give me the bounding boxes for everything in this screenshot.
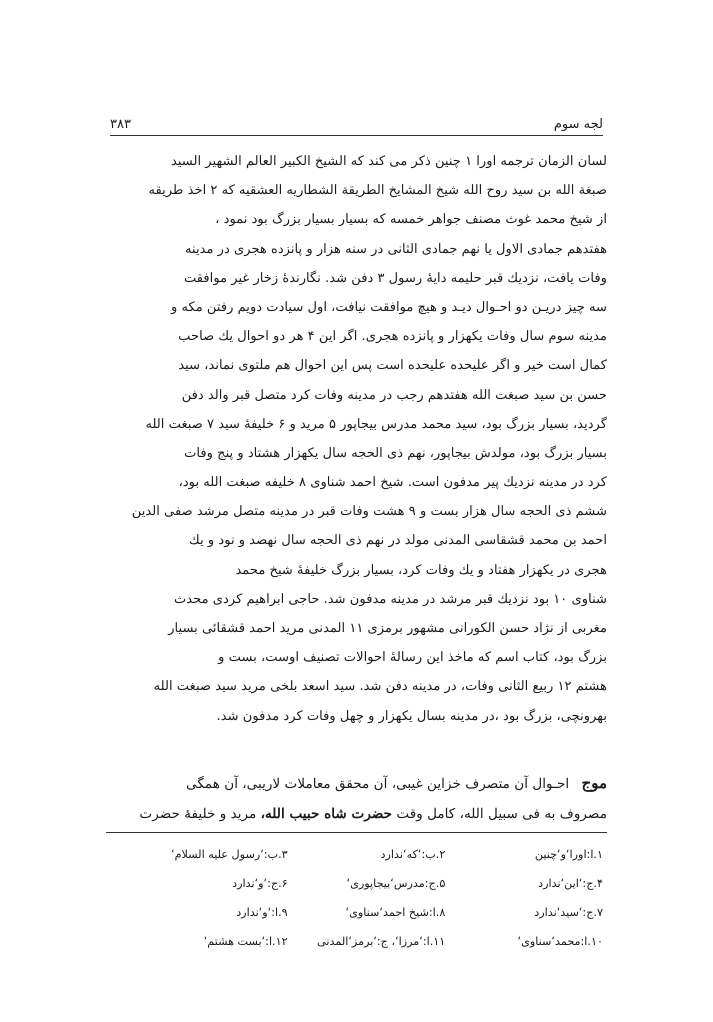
body-line: گردید، بسیار بزرگ بود، سید محمد مدرس بیجاپور ۵ مرید و ۶ خلیفهٔ سید ۷ صبغت الله: [145, 416, 607, 432]
footnotes: [130, 840, 603, 956]
section-line: [106, 799, 607, 830]
section-title: موج: [581, 774, 607, 792]
body-line: هشتم ۱۲ ربیع الثانی وفات، در مدینه دفن شد. سید اسعد بلخی مرید سید صبغت الله: [153, 679, 607, 695]
footnote: ۵.ج:مدرس‘بیجاپوری‘: [346, 877, 446, 890]
footnote: ۱۲.ا:‘بست هشتم‘: [203, 935, 288, 948]
section-line: [106, 768, 607, 799]
body-line: بسیار بزرگ بود، مولدش بیجاپور، نهم ذی الحجه سال یکهزار هشتاد و پنج وفات: [184, 445, 607, 461]
footnote-rule: [106, 832, 607, 833]
footnote: ۴.ج:‘این‘ندارد: [538, 877, 603, 890]
body-line: مغربی از نژاد حسن الکورانی مشهور برمزی ۱۱ المدنی مرید احمد قشقائی بسیار: [168, 621, 607, 636]
footnote: ۸.ا:شیخ احمد‘سناوی‘: [345, 906, 446, 919]
footnote: ۹.ا:‘و‘ندارد: [236, 906, 288, 919]
body-line: لسان الزمان ترجمه اورا ۱ چنین ذکر می کند که الشیخ الکبیر العالم الشهیر السید: [170, 154, 607, 169]
footnote: ۷.ج:‘سید‘ندارد: [534, 906, 603, 919]
section-line-text: مصروف به فی سبیل الله، کامل وقت: [396, 806, 607, 822]
section-line-text: مرید و خلیفهٔ حضرت: [139, 806, 257, 822]
body-text: [106, 147, 607, 731]
header-rule: [110, 135, 603, 136]
body-line: ششم ذی الحجه سال هزار بست و ۹ هشت وفات قبر در مدینه متصل مرشد صفی الدین: [131, 504, 607, 520]
footnote-row: [130, 898, 603, 927]
footnote: ۲.ب:‘که‘ندارد: [380, 848, 446, 861]
body-line: شناوی ۱۰ بود نزدیك قبر مرشد در مدینه مدفون شد. حاجی ابراهیم کردی محدث: [173, 591, 607, 607]
footnote-row: [130, 840, 603, 869]
page-number: ۳۸۳: [110, 117, 131, 132]
footnote: ۳.ب:‘رسول علیه السلام‘: [171, 848, 288, 861]
chapter-title: لجه سوم: [553, 117, 603, 132]
body-line: حسن بن سید صبغت الله هفتدهم رجب در مدینه وفات کرد متصل قبر والد دفن: [181, 387, 607, 403]
highlighted-name: حضرت شاه حبیب الله،: [260, 806, 393, 822]
body-line: احمد بن محمد قشقاسی المدنی مولد در نهم ذی الحجه سال نهصد و نود و یك: [189, 533, 607, 549]
body-line: کرد در مدینه نزدیك پیر مدفون است. شیخ احمد شناوی ۸ خلیفه صبغت الله بود،: [178, 475, 607, 491]
footnote: ۱۱.ا:‘مرزا‘، ج:‘برمز‘المدنی: [317, 935, 446, 948]
footnote-row: [130, 869, 603, 898]
body-line: بهرونچی، بزرگ بود ،در مدینه بسال یکهزار و چهل وفات کرد مدفون شد.: [216, 708, 607, 724]
body-line: هفتدهم جمادی الاول یا نهم جمادی الثانی در سنه هزار و پانزده هجری در مدینه: [185, 241, 607, 257]
body-line: بزرگ بود، کتاب اسم که ماخذ این رسالهٔ احوالات تصنیف اوست، بست و: [218, 650, 607, 666]
section-paragraph: [106, 768, 607, 830]
footnote: ۱۰.ا:محمد‘سناوی‘: [517, 935, 603, 948]
body-line: صبغة الله بن سید روح الله شیخ المشایخ الطریقة الشطاریه العشقیه که ۲ اخذ طریقه: [148, 183, 607, 199]
body-line: سه چیز دریـن دو احـوال دیـد و هیچ موافقت نیافت، اول سیادت دویم رفتن مکه و: [171, 299, 607, 315]
footnote: ۱.ا:اورا‘و‘چنین: [534, 848, 603, 861]
body-line: مدینه سوم سال وفات یکهزار و پانزده هجری. اگر این ۴ هر دو احوال یك صاحب: [178, 329, 607, 345]
body-line: هجری در یکهزار هفتاد و یك وفات کرد، بسیار بزرگ خلیفهٔ شیخ محمد: [235, 562, 607, 578]
body-line: وفات یافت، نزدیك قبر حلیمه دایهٔ رسول ۳ دفن شد. نگارندهٔ زخار غیر موافقت: [183, 270, 607, 286]
footnote-row: [130, 927, 603, 956]
body-line: از شیخ محمد غوث مصنف جواهر خمسه که بسیار بسیار بزرگ بود نمود ،: [215, 212, 607, 228]
section-line-text: احـوال آن متصرف خزاین غیبی، آن محقق معاملات لاریبی، آن همگی: [186, 776, 570, 792]
running-header: [110, 110, 603, 132]
footnote: ۶.ج:‘و‘ندارد: [232, 877, 288, 890]
body-line: کمال است خیر و اگر علیحده علیحده است پس این احوال هم ملتوی نماند، سید: [178, 358, 607, 374]
